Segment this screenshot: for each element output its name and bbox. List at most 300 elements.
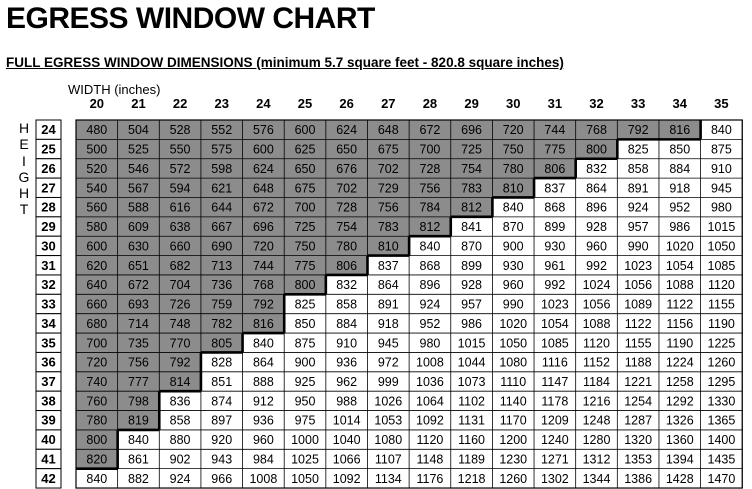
cell-value: 775 bbox=[294, 258, 316, 273]
cell-value: 1008 bbox=[249, 471, 278, 486]
cell-value: 1312 bbox=[582, 452, 611, 467]
cell-value: 1248 bbox=[582, 413, 611, 428]
cell-value: 1225 bbox=[707, 336, 736, 351]
cell-value: 783 bbox=[461, 181, 483, 196]
cell-value: 960 bbox=[502, 278, 524, 293]
cell-value: 1170 bbox=[499, 413, 527, 428]
cell-value: 999 bbox=[377, 374, 399, 389]
cell-value: 918 bbox=[377, 316, 399, 331]
cell-value: 1189 bbox=[458, 452, 486, 467]
cell-value: 1020 bbox=[499, 316, 528, 331]
chart-title: EGRESS WINDOW CHART bbox=[6, 2, 375, 35]
cell-value: 1015 bbox=[457, 336, 486, 351]
cell-value: 728 bbox=[419, 161, 441, 176]
cell-value: 756 bbox=[377, 200, 399, 215]
cell-value: 1056 bbox=[582, 297, 611, 312]
cell-value: 920 bbox=[211, 433, 233, 448]
cell-value: 961 bbox=[544, 258, 566, 273]
cell-value: 798 bbox=[128, 394, 149, 409]
cell-value: 1394 bbox=[665, 452, 694, 467]
row-header: 30 bbox=[41, 238, 56, 254]
cell-value: 957 bbox=[461, 297, 483, 312]
cell-value: 1092 bbox=[332, 471, 361, 486]
cell-value: 1120 bbox=[583, 336, 610, 351]
cell-value: 910 bbox=[710, 161, 732, 176]
column-header: 20 bbox=[89, 96, 105, 111]
cell-value: 1148 bbox=[416, 452, 444, 467]
cell-value: 896 bbox=[586, 200, 607, 215]
cell-value: 864 bbox=[586, 181, 607, 196]
cell-value: 1024 bbox=[582, 278, 611, 293]
cell-value: 1050 bbox=[291, 471, 319, 486]
cell-value: 812 bbox=[461, 200, 483, 215]
cell-value: 884 bbox=[336, 316, 358, 331]
cell-value: 1040 bbox=[332, 433, 361, 448]
cell-value: 800 bbox=[86, 433, 108, 448]
cell-value: 1188 bbox=[624, 355, 652, 370]
column-header: 24 bbox=[256, 96, 271, 111]
cell-value: 1026 bbox=[374, 394, 403, 409]
cell-value: 962 bbox=[336, 374, 358, 389]
cell-value: 1000 bbox=[291, 433, 319, 448]
cell-value: 1230 bbox=[499, 452, 528, 467]
cell-value: 825 bbox=[627, 142, 649, 157]
cell-value: 832 bbox=[586, 161, 607, 176]
cell-value: 1156 bbox=[666, 316, 694, 331]
cell-value: 600 bbox=[294, 123, 316, 138]
cell-value: 1155 bbox=[624, 336, 652, 351]
cell-value: 756 bbox=[419, 181, 441, 196]
cell-value: 1330 bbox=[707, 394, 736, 409]
cell-value: 690 bbox=[211, 239, 233, 254]
cell-value: 1190 bbox=[666, 336, 694, 351]
cell-value: 972 bbox=[377, 355, 399, 370]
cell-value: 1023 bbox=[540, 297, 569, 312]
cell-value: 814 bbox=[169, 374, 191, 389]
cell-value: 1107 bbox=[374, 452, 402, 467]
cell-value: 851 bbox=[211, 374, 233, 389]
cell-value: 1152 bbox=[583, 355, 610, 370]
cell-value: 1353 bbox=[624, 452, 653, 467]
cell-value: 672 bbox=[419, 123, 441, 138]
cell-value: 1066 bbox=[332, 452, 361, 467]
cell-value: 1122 bbox=[666, 297, 694, 312]
cell-value: 1221 bbox=[624, 374, 653, 389]
cell-value: 667 bbox=[211, 220, 233, 235]
cell-value: 1044 bbox=[457, 355, 486, 370]
cell-value: 1260 bbox=[499, 471, 528, 486]
row-header: 39 bbox=[41, 412, 56, 428]
cell-value: 1015 bbox=[707, 220, 736, 235]
cell-value: 1064 bbox=[416, 394, 444, 409]
cell-value: 648 bbox=[377, 123, 399, 138]
column-header: 30 bbox=[505, 96, 521, 111]
cell-value: 650 bbox=[294, 161, 316, 176]
cell-value: 770 bbox=[169, 336, 191, 351]
cell-value: 800 bbox=[294, 278, 316, 293]
cell-value: 960 bbox=[252, 433, 274, 448]
row-header: 31 bbox=[41, 257, 56, 273]
cell-value: 598 bbox=[211, 161, 233, 176]
cell-value: 837 bbox=[377, 258, 399, 273]
cell-value: 957 bbox=[627, 220, 649, 235]
cell-value: 891 bbox=[627, 181, 649, 196]
cell-value: 480 bbox=[86, 123, 108, 138]
cell-value: 966 bbox=[211, 471, 233, 486]
cell-value: 500 bbox=[86, 142, 108, 157]
cell-value: 840 bbox=[86, 471, 108, 486]
cell-value: 1254 bbox=[624, 394, 653, 409]
cell-value: 812 bbox=[419, 220, 441, 235]
cell-value: 640 bbox=[86, 278, 108, 293]
cell-value: 1092 bbox=[416, 413, 444, 428]
column-header: 33 bbox=[630, 96, 646, 111]
chart-subtitle: FULL EGRESS WINDOW DIMENSIONS (minimum 5.7 square feet - 820.8 square inches) bbox=[6, 55, 564, 70]
cell-value: 621 bbox=[211, 181, 233, 196]
cell-value: 912 bbox=[252, 394, 274, 409]
cell-value: 1160 bbox=[458, 433, 486, 448]
cell-value: 806 bbox=[544, 161, 566, 176]
cell-value: 868 bbox=[419, 258, 441, 273]
cell-value: 768 bbox=[586, 123, 607, 138]
cell-value: 924 bbox=[169, 471, 191, 486]
cell-value: 930 bbox=[544, 239, 566, 254]
cell-value: 810 bbox=[502, 181, 524, 196]
cell-value: 990 bbox=[627, 239, 649, 254]
column-header: 29 bbox=[464, 96, 479, 111]
cell-value: 782 bbox=[211, 316, 233, 331]
cell-value: 680 bbox=[86, 316, 108, 331]
cell-value: 580 bbox=[86, 220, 108, 235]
cell-value: 1302 bbox=[540, 471, 569, 486]
row-header: 41 bbox=[41, 451, 56, 467]
cell-value: 700 bbox=[86, 336, 108, 351]
row-header: 29 bbox=[41, 219, 56, 235]
cell-value: 988 bbox=[336, 394, 358, 409]
cell-value: 837 bbox=[544, 181, 566, 196]
cell-value: 1184 bbox=[583, 374, 610, 389]
cell-value: 693 bbox=[128, 297, 149, 312]
cell-value: 768 bbox=[252, 278, 274, 293]
cell-value: 644 bbox=[211, 200, 233, 215]
cell-value: 720 bbox=[502, 123, 524, 138]
row-header: 42 bbox=[41, 470, 56, 486]
row-header: 25 bbox=[41, 141, 56, 157]
cell-value: 744 bbox=[544, 123, 566, 138]
cell-value: 1209 bbox=[540, 413, 569, 428]
cell-value: 1470 bbox=[707, 471, 736, 486]
row-header: 35 bbox=[41, 335, 56, 351]
cell-value: 700 bbox=[294, 200, 316, 215]
cell-value: 1085 bbox=[540, 336, 569, 351]
cell-value: 840 bbox=[419, 239, 441, 254]
cell-value: 864 bbox=[252, 355, 274, 370]
cell-value: 754 bbox=[461, 161, 483, 176]
cell-value: 713 bbox=[211, 258, 233, 273]
cell-value: 975 bbox=[294, 413, 316, 428]
cell-value: 899 bbox=[544, 220, 566, 235]
cell-value: 861 bbox=[128, 452, 149, 467]
cell-value: 990 bbox=[502, 297, 524, 312]
cell-value: 780 bbox=[336, 239, 358, 254]
cell-value: 1292 bbox=[665, 394, 694, 409]
cell-value: 900 bbox=[294, 355, 316, 370]
cell-value: 624 bbox=[252, 161, 274, 176]
cell-value: 950 bbox=[294, 394, 316, 409]
cell-value: 1080 bbox=[374, 433, 403, 448]
cell-value: 650 bbox=[336, 142, 358, 157]
column-header: 26 bbox=[339, 96, 354, 111]
cell-value: 1365 bbox=[707, 413, 736, 428]
cell-value: 1134 bbox=[374, 471, 402, 486]
cell-value: 1054 bbox=[540, 316, 569, 331]
cell-value: 980 bbox=[710, 200, 732, 215]
column-header: 35 bbox=[714, 96, 729, 111]
cell-value: 1008 bbox=[416, 355, 444, 370]
cell-value: 1020 bbox=[665, 239, 694, 254]
cell-value: 899 bbox=[461, 258, 483, 273]
column-header: 25 bbox=[297, 96, 313, 111]
cell-value: 675 bbox=[377, 142, 399, 157]
cell-value: 870 bbox=[461, 239, 483, 254]
y-axis-label-letter: I bbox=[22, 152, 26, 169]
y-axis-label-letter: T bbox=[19, 201, 29, 218]
row-header: 37 bbox=[41, 373, 56, 389]
cell-value: 858 bbox=[169, 413, 191, 428]
cell-value: 868 bbox=[544, 200, 566, 215]
cell-value: 925 bbox=[294, 374, 316, 389]
cell-value: 720 bbox=[252, 239, 274, 254]
cell-value: 840 bbox=[252, 336, 274, 351]
cell-value: 918 bbox=[669, 181, 691, 196]
cell-value: 760 bbox=[86, 394, 108, 409]
cell-value: 896 bbox=[419, 278, 441, 293]
cell-value: 720 bbox=[86, 355, 108, 370]
cell-value: 840 bbox=[502, 200, 524, 215]
cell-value: 882 bbox=[128, 471, 149, 486]
cell-value: 572 bbox=[169, 161, 191, 176]
cell-value: 726 bbox=[169, 297, 191, 312]
cell-value: 638 bbox=[169, 220, 191, 235]
cell-value: 1320 bbox=[624, 433, 653, 448]
cell-value: 902 bbox=[169, 452, 191, 467]
cell-value: 792 bbox=[169, 355, 191, 370]
cell-value: 575 bbox=[211, 142, 233, 157]
cell-value: 1122 bbox=[624, 316, 652, 331]
column-header: 28 bbox=[422, 96, 438, 111]
cell-value: 1190 bbox=[707, 316, 735, 331]
row-header: 26 bbox=[41, 160, 56, 176]
cell-value: 783 bbox=[377, 220, 399, 235]
cell-value: 1131 bbox=[458, 413, 486, 428]
cell-value: 1056 bbox=[624, 278, 653, 293]
cell-value: 1260 bbox=[707, 355, 736, 370]
cell-value: 702 bbox=[336, 181, 358, 196]
cell-value: 528 bbox=[169, 123, 191, 138]
row-header: 34 bbox=[41, 315, 56, 331]
row-header: 27 bbox=[41, 180, 56, 196]
cell-value: 736 bbox=[211, 278, 233, 293]
cell-value: 735 bbox=[128, 336, 149, 351]
cell-value: 1200 bbox=[499, 433, 528, 448]
cell-value: 832 bbox=[336, 278, 358, 293]
cell-value: 546 bbox=[128, 161, 149, 176]
cell-value: 1053 bbox=[374, 413, 403, 428]
column-header: 22 bbox=[172, 96, 188, 111]
cell-value: 750 bbox=[294, 239, 316, 254]
cell-value: 943 bbox=[211, 452, 233, 467]
y-axis-label-letter: H bbox=[18, 120, 30, 136]
cell-value: 945 bbox=[710, 181, 732, 196]
cell-value: 875 bbox=[710, 142, 732, 157]
cell-value: 840 bbox=[128, 433, 149, 448]
cell-value: 828 bbox=[211, 355, 233, 370]
cell-value: 1120 bbox=[416, 433, 444, 448]
cell-value: 836 bbox=[169, 394, 191, 409]
cell-value: 810 bbox=[377, 239, 399, 254]
x-axis-label: WIDTH (inches) bbox=[68, 82, 161, 97]
cell-value: 600 bbox=[252, 142, 274, 157]
cell-value: 792 bbox=[627, 123, 649, 138]
cell-value: 1435 bbox=[707, 452, 736, 467]
cell-value: 1240 bbox=[540, 433, 569, 448]
cell-value: 520 bbox=[86, 161, 108, 176]
cell-value: 576 bbox=[252, 123, 274, 138]
cell-value: 864 bbox=[377, 278, 399, 293]
cell-value: 1178 bbox=[541, 394, 569, 409]
cell-value: 874 bbox=[211, 394, 233, 409]
cell-value: 552 bbox=[211, 123, 233, 138]
cell-value: 841 bbox=[461, 220, 483, 235]
column-header: 31 bbox=[547, 96, 563, 111]
y-axis-label-letter: H bbox=[18, 185, 30, 202]
cell-value: 784 bbox=[419, 200, 441, 215]
cell-value: 696 bbox=[252, 220, 274, 235]
cell-value: 924 bbox=[627, 200, 649, 215]
cell-value: 624 bbox=[336, 123, 358, 138]
cell-value: 1147 bbox=[541, 374, 569, 389]
cell-value: 1085 bbox=[707, 258, 736, 273]
cell-value: 858 bbox=[336, 297, 358, 312]
cell-value: 805 bbox=[211, 336, 233, 351]
cell-value: 1176 bbox=[416, 471, 444, 486]
cell-value: 660 bbox=[86, 297, 108, 312]
cell-value: 750 bbox=[502, 142, 524, 157]
cell-value: 858 bbox=[627, 161, 649, 176]
cell-value: 819 bbox=[128, 413, 149, 428]
cell-value: 616 bbox=[169, 200, 191, 215]
cell-value: 792 bbox=[252, 297, 274, 312]
cell-value: 820 bbox=[86, 452, 108, 467]
cell-value: 740 bbox=[86, 374, 108, 389]
cell-value: 1054 bbox=[665, 258, 694, 273]
cell-value: 714 bbox=[128, 316, 149, 331]
cell-value: 504 bbox=[128, 123, 149, 138]
cell-value: 525 bbox=[128, 142, 149, 157]
cell-value: 884 bbox=[669, 161, 691, 176]
cell-value: 1088 bbox=[665, 278, 694, 293]
cell-value: 1360 bbox=[665, 433, 694, 448]
cell-value: 729 bbox=[377, 181, 399, 196]
cell-value: 630 bbox=[128, 239, 149, 254]
column-header: 32 bbox=[589, 96, 604, 111]
cell-value: 672 bbox=[128, 278, 149, 293]
cell-value: 1080 bbox=[499, 355, 528, 370]
cell-value: 875 bbox=[294, 336, 316, 351]
cell-value: 936 bbox=[252, 413, 274, 428]
cell-value: 992 bbox=[544, 278, 566, 293]
cell-value: 1258 bbox=[665, 374, 694, 389]
cell-value: 840 bbox=[710, 123, 732, 138]
row-header: 40 bbox=[41, 432, 56, 448]
cell-value: 777 bbox=[128, 374, 149, 389]
cell-value: 1050 bbox=[499, 336, 528, 351]
cell-value: 1295 bbox=[707, 374, 736, 389]
cell-value: 620 bbox=[86, 258, 108, 273]
cell-value: 936 bbox=[336, 355, 358, 370]
cell-value: 744 bbox=[252, 258, 274, 273]
cell-value: 1287 bbox=[624, 413, 653, 428]
cell-value: 1280 bbox=[582, 433, 611, 448]
column-header: 21 bbox=[131, 96, 146, 111]
row-header: 32 bbox=[41, 277, 56, 293]
cell-value: 651 bbox=[128, 258, 149, 273]
cell-value: 600 bbox=[86, 239, 108, 254]
cell-value: 609 bbox=[128, 220, 149, 235]
cell-value: 1271 bbox=[540, 452, 569, 467]
cell-value: 1428 bbox=[665, 471, 694, 486]
cell-value: 560 bbox=[86, 200, 108, 215]
cell-value: 1400 bbox=[707, 433, 736, 448]
cell-value: 1326 bbox=[665, 413, 694, 428]
cell-value: 759 bbox=[211, 297, 233, 312]
cell-value: 1140 bbox=[499, 394, 527, 409]
cell-value: 800 bbox=[586, 142, 607, 157]
cell-value: 780 bbox=[502, 161, 524, 176]
column-header: 34 bbox=[672, 96, 688, 111]
cell-value: 888 bbox=[252, 374, 274, 389]
cell-value: 880 bbox=[169, 433, 191, 448]
cell-value: 952 bbox=[419, 316, 441, 331]
cell-value: 1025 bbox=[291, 452, 319, 467]
cell-value: 984 bbox=[252, 452, 274, 467]
cell-value: 780 bbox=[86, 413, 108, 428]
cell-value: 775 bbox=[544, 142, 566, 157]
cell-value: 754 bbox=[336, 220, 358, 235]
cell-value: 986 bbox=[461, 316, 483, 331]
cell-value: 980 bbox=[419, 336, 441, 351]
cell-value: 594 bbox=[169, 181, 191, 196]
cell-value: 850 bbox=[669, 142, 691, 157]
cell-value: 897 bbox=[211, 413, 233, 428]
y-axis-label-letter: G bbox=[18, 168, 30, 185]
cell-value: 700 bbox=[419, 142, 441, 157]
cell-value: 952 bbox=[669, 200, 691, 215]
cell-value: 1218 bbox=[457, 471, 486, 486]
cell-value: 1110 bbox=[500, 374, 527, 389]
cell-value: 1050 bbox=[707, 239, 736, 254]
cell-value: 682 bbox=[169, 258, 191, 273]
cell-value: 1036 bbox=[416, 374, 444, 389]
cell-value: 900 bbox=[502, 239, 524, 254]
row-header: 36 bbox=[41, 354, 56, 370]
cell-value: 1088 bbox=[582, 316, 611, 331]
cell-value: 1344 bbox=[582, 471, 611, 486]
cell-value: 550 bbox=[169, 142, 191, 157]
cell-value: 928 bbox=[461, 278, 483, 293]
cell-value: 816 bbox=[252, 316, 274, 331]
cell-value: 924 bbox=[419, 297, 441, 312]
